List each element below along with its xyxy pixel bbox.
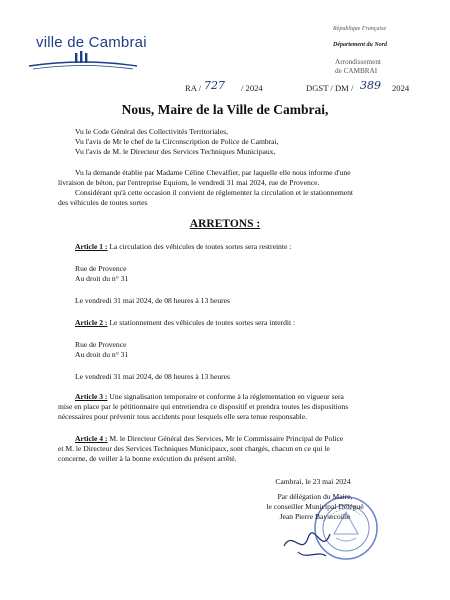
dgst-label: DGST / DM / (306, 83, 354, 93)
article-1-location: Au droit du n° 31 (75, 274, 129, 283)
article-4-line-1: M. le Directeur Général des Services, Mr le Commissaire Principal de Police (107, 434, 344, 443)
article-3-line-1: Une signalisation temporaire et conforme à la réglementation en vigueur sera (107, 392, 344, 401)
arrondissement-line1: Arrondissement (335, 58, 381, 66)
considerant-line-2: des véhicules de toutes sortes (58, 198, 148, 207)
article-3 (75, 392, 344, 402)
page-title: Nous, Maire de la Ville de Cambrai, (121, 102, 329, 117)
article-4-label: Article 4 : (75, 434, 108, 443)
signature-line-3: Jean Pierre Baysecoille (279, 512, 351, 521)
article-1-when: Le vendredi 31 mai 2024, de 08 heures à 13 heures (75, 296, 230, 305)
vu-line-3: Vu l'avis de M. le Directeur des Services Techniques Municipaux, (75, 147, 276, 156)
article-1 (75, 242, 291, 252)
article-1-text: La circulation des véhicules de toutes sortes sera restreinte : (107, 242, 292, 251)
arrondissement-line2: de CAMBRAI (335, 67, 378, 75)
signature-icon (278, 526, 338, 571)
place-date: Cambrai, le 23 mai 2024 (275, 477, 351, 486)
signature-line-1: Par délégation du Maire, (277, 492, 353, 501)
article-2-label: Article 2 : (75, 318, 108, 327)
article-1-street: Rue de Provence (75, 264, 127, 273)
ra-number: 727 (204, 79, 225, 92)
vu-line-2: Vu l'avis de Mr le chef de la Circonscription de Police de Cambrai, (75, 137, 279, 146)
article-3-line-2: mise en place par le pétitionnaire qui entretiendra ce dispositif et prendra toutes les dispositions (58, 402, 349, 411)
city-logo-text: ville de Cambrai (36, 34, 147, 51)
dgst-year: 2024 (392, 83, 410, 93)
department-label: Département du Nord (333, 42, 387, 48)
article-3-line-3: nécessaires pour prévenir tous accidents pour lesquels elle sera tenue responsable. (58, 412, 308, 421)
signature-line-2: le conseiller Municipal Délégué (266, 502, 364, 511)
republic-label: République Française (333, 26, 387, 32)
article-2 (75, 318, 295, 328)
demand-line-2: livraison de béton, par l'entreprise Equiom, le vendredi 31 mai 2024, rue de Provence. (58, 178, 320, 187)
vu-line-1: Vu le Code Général des Collectivités Territoriales, (75, 127, 229, 136)
article-3-label: Article 3 : (75, 392, 108, 401)
article-1-label: Article 1 : (75, 242, 108, 251)
article-2-street: Rue de Provence (75, 340, 127, 349)
article-2-text: Le stationnement des véhicules de toutes sortes sera interdit : (107, 318, 296, 327)
article-4-line-3: concerne, de veiller à la bonne exécution du présent arrêté. (58, 454, 237, 463)
considerant-line-1: Considérant qu'à cette occasion il convient de réglementer la circulation et le stationnement (75, 188, 354, 197)
article-2-location: Au droit du n° 31 (75, 350, 129, 359)
demand-line-1: Vu la demande établie par Madame Céline Chevalfier, par laquelle elle nous informe d'une (75, 168, 351, 177)
ra-year: / 2024 (241, 83, 263, 93)
article-4-line-2: et M. le Directeur des Services Techniques Municipaux, sont chargés, chacun en ce qui le (58, 444, 330, 453)
article-2-when: Le vendredi 31 mai 2024, de 08 heures à 13 heures (75, 372, 230, 381)
city-logo-icon (27, 50, 139, 77)
arretons-heading: ARRETONS : (189, 218, 261, 230)
dgst-number: 389 (360, 79, 381, 92)
article-4 (75, 434, 343, 444)
ra-label: RA / (185, 83, 201, 93)
